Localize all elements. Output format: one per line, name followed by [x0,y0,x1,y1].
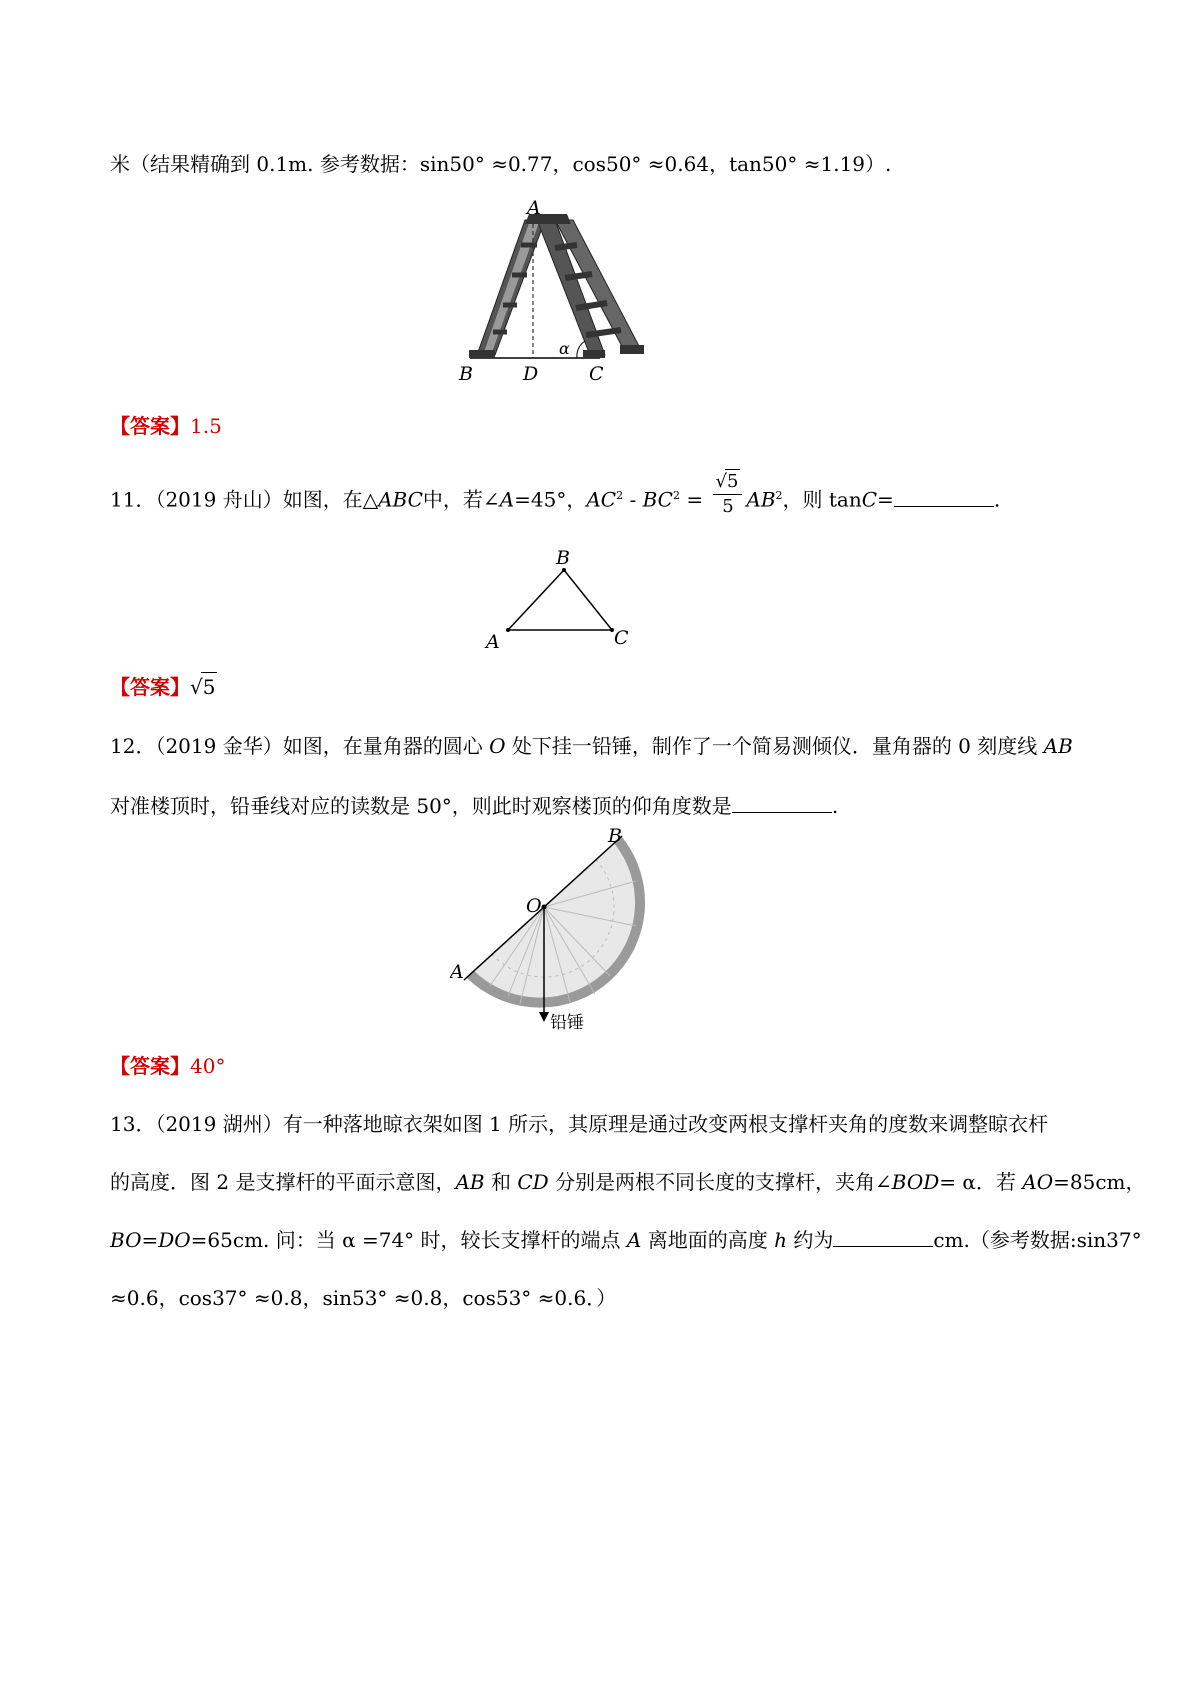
question-13-line-2: 的高度．图 2 是支撑杆的平面示意图，AB 和 CD 分别是两根不同长度的支撑杆，夹角∠BOD= α．若 AO=85cm， [110,1170,1146,1194]
protractor-figure [450,826,660,1036]
question-13-line-1: 13．（2019 湖州）有一种落地晾衣架如图 1 所示，其原理是通过改变两根支撑杆夹角的度数来调整晾衣杆 [110,1112,1049,1136]
answer-blank-11[interactable] [894,488,994,507]
ladder-label-c: C [589,363,604,385]
protractor-label-b: B [608,826,622,847]
protractor-label-o: O [526,895,542,917]
triangle-label-b: B [556,548,570,569]
answer-blank-12[interactable] [732,794,832,813]
triangle-figure [480,548,640,653]
ladder-label-d: D [523,363,539,385]
question-11: 11．（2019 舟山）如图，在△ABC中，若∠A=45°，$AC^2 - BC^2$ = $\frac{√5}{5}$ $AB^2$，则 tanC= . [110,471,1001,518]
question-12-line-1: 12．（2019 金华）如图，在量角器的圆心 O 处下挂一铅锤，制作了一个简易测倾仪．量角器的 0 刻度线 AB [110,734,1073,758]
question-13-line-3: BO=DO=65cm. 问：当 α =74° 时，较长支撑杆的端点 A 离地面的高度 h 约为 cm.（参考数据:sin37° [110,1228,1142,1252]
ladder-label-b: B [459,363,473,385]
answer-11: 【答案】√5 [110,672,217,701]
protractor-label-a: A [450,961,464,983]
ladder-figure [455,200,655,390]
ladder-label-alpha: α [559,339,570,358]
answer-blank-13[interactable] [833,1228,933,1247]
plumb-weight-label: 铅锤 [550,1013,584,1033]
ladder-label-a: A [527,200,541,219]
question-13-line-4: ≈0.6，cos37° ≈0.8，sin53° ≈0.8，cos53° ≈0.6．） [110,1286,617,1310]
triangle-label-a: A [486,631,500,653]
answer-12: 【答案】40° [110,1054,226,1078]
question-12-line-2: 对准楼顶时，铅垂线对应的读数是 50°，则此时观察楼顶的仰角度数是 . [110,794,839,818]
answer-10: 【答案】1.5 [110,414,222,438]
fraction-sqrt5-over-5: $\frac{√5}{5}$ [713,469,742,519]
triangle-label-c: C [614,627,629,649]
q10-tail-text: 米（结果精确到 0.1m. 参考数据：sin50° ≈0.77，cos50° ≈0.64，tan50° ≈1.19）. [110,152,892,176]
